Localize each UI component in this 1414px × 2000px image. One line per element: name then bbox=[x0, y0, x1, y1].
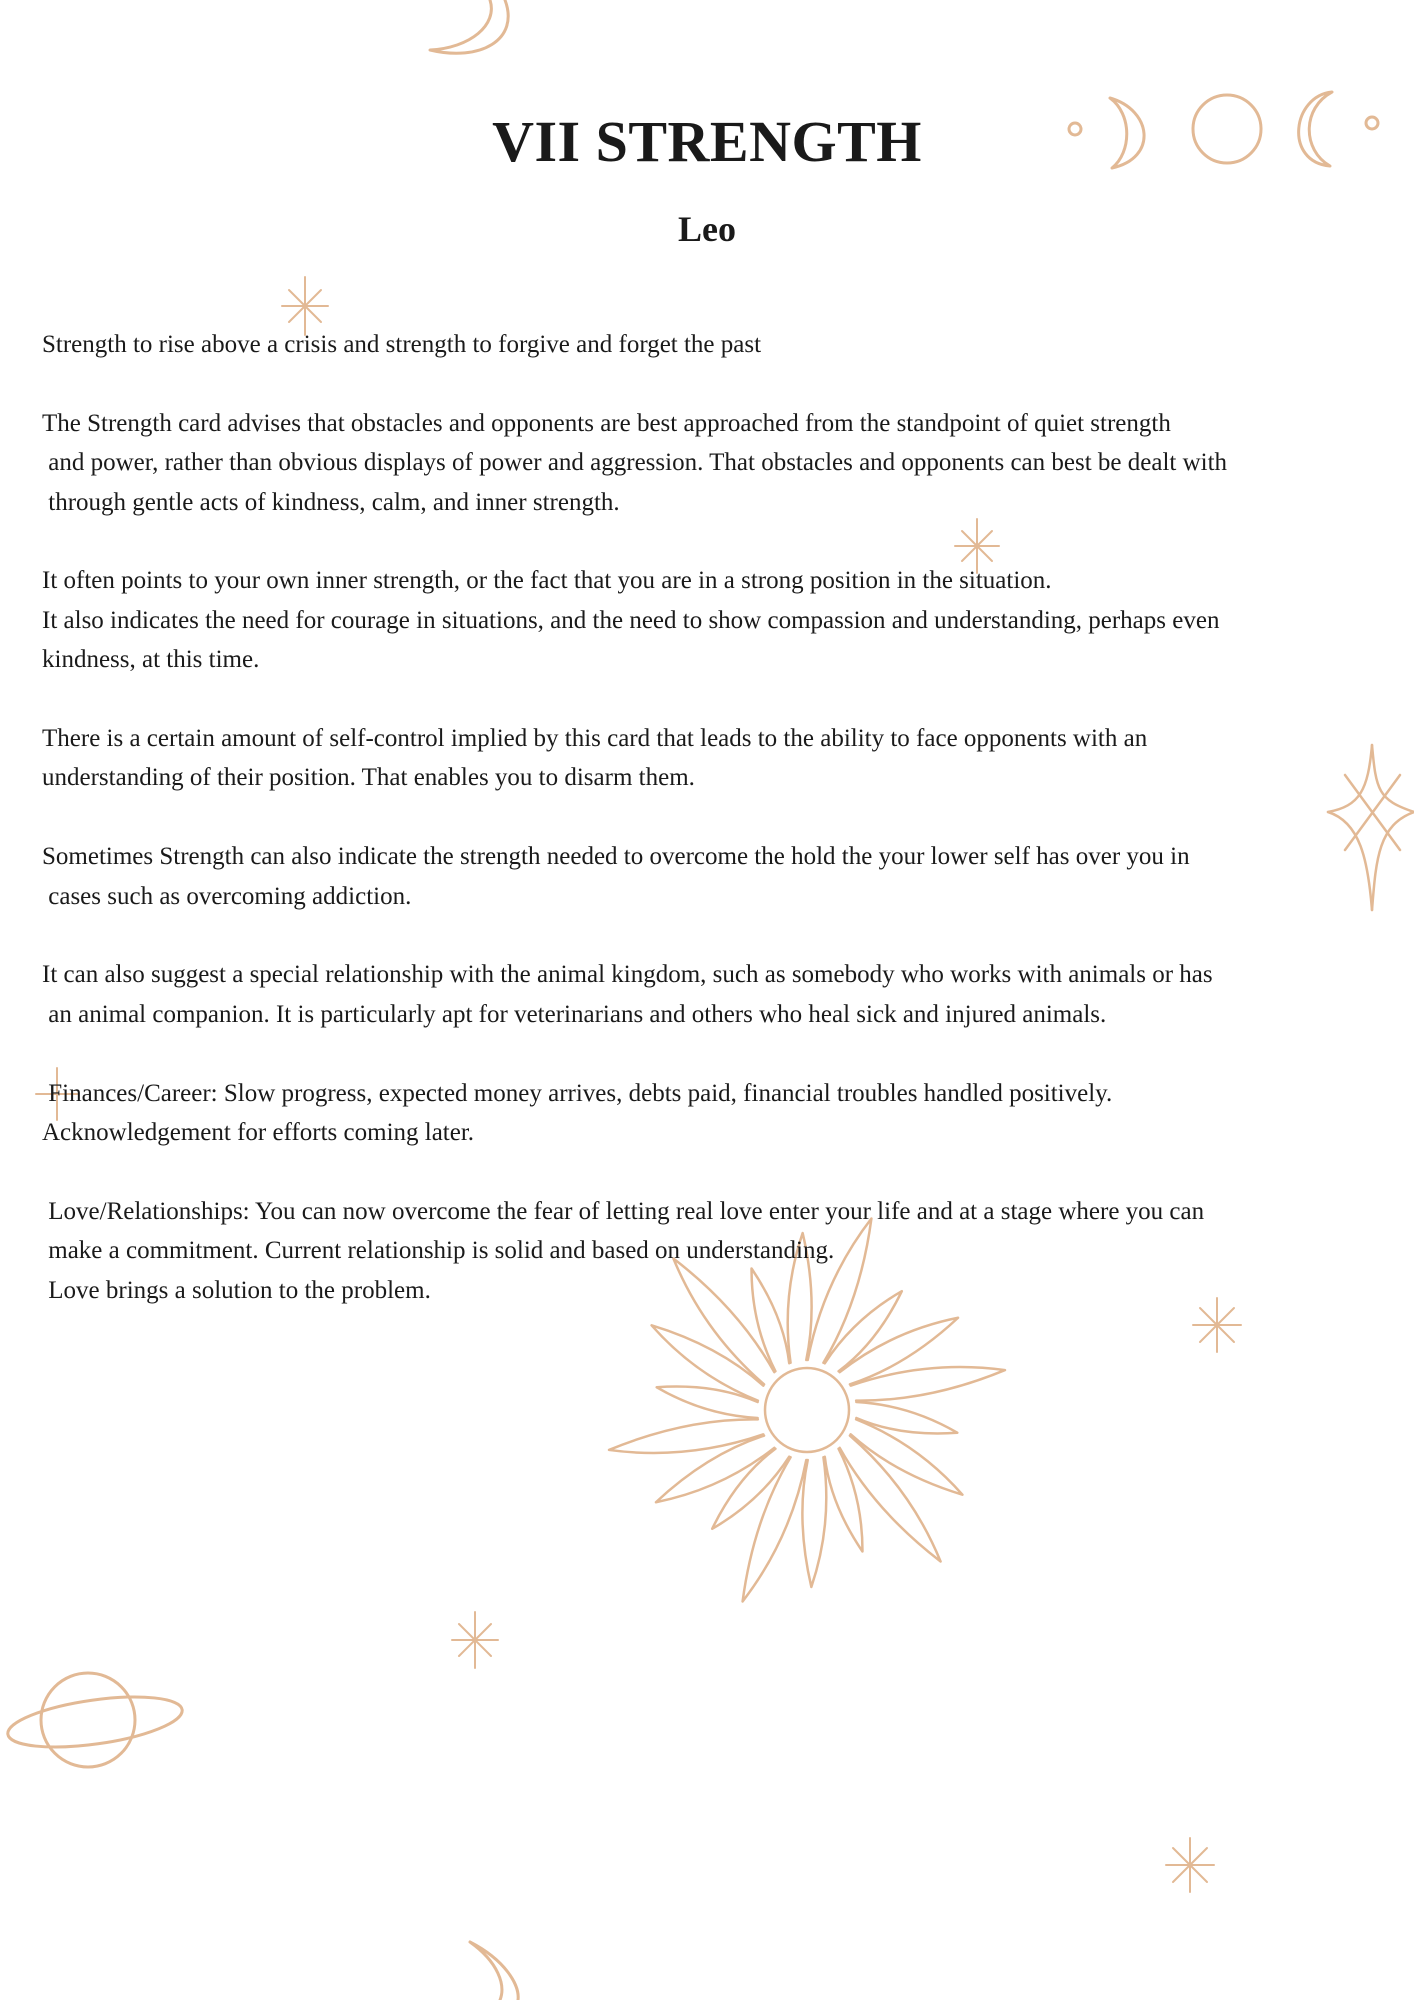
text-line: an animal companion. It is particularly apt for veterinarians and others who heal sick and injured animals. bbox=[42, 1000, 1107, 1028]
text-line: Finances/Career: Slow progress, expected money arrives, debts paid, financial troubles handled positively. bbox=[42, 1079, 1113, 1107]
text-line: It often points to your own inner strength, or the fact that you are in a strong position in the situation. bbox=[42, 567, 1052, 595]
sun-ray bbox=[712, 1449, 789, 1529]
text-line bbox=[42, 1152, 1372, 1191]
text-line bbox=[42, 1034, 1372, 1073]
sparkle-icon bbox=[452, 1612, 498, 1668]
text-line: There is a certain amount of self-control implied by this card that leads to the ability to face opponents with an bbox=[42, 725, 1148, 753]
sun-ray bbox=[856, 1402, 957, 1433]
sun-ray bbox=[743, 1457, 807, 1601]
text-line: kindness, at this time. bbox=[42, 646, 260, 674]
sun-ray bbox=[851, 1367, 1005, 1401]
crescent-moon-icon bbox=[470, 1942, 518, 2000]
text-line: Strength to rise above a crisis and strength to forgive and forget the past bbox=[42, 331, 762, 358]
text-line: understanding of their position. That enables you to disarm them. bbox=[42, 764, 695, 792]
sun-ray bbox=[802, 1457, 826, 1587]
text-line: Acknowledgement for efforts coming later. bbox=[42, 1119, 475, 1147]
text-line bbox=[42, 364, 1372, 403]
crescent-moon-icon bbox=[430, 0, 508, 53]
text-line: Love brings a solution to the problem. bbox=[42, 1276, 431, 1304]
sun-ray bbox=[840, 1436, 941, 1562]
text-line: and power, rather than obvious displays of power and aggression. That obstacles and opponents can best be dealt with bbox=[42, 449, 1228, 477]
page-subtitle: Leo bbox=[678, 209, 736, 249]
sun-ray bbox=[840, 1318, 958, 1385]
sun-ray bbox=[825, 1449, 863, 1552]
text-line bbox=[42, 916, 1372, 955]
text-line: The Strength card advises that obstacles and opponents are best approached from the standpoint of quiet strength bbox=[42, 409, 1171, 437]
planet-icon bbox=[5, 1673, 185, 1767]
text-line: make a commitment. Current relationship is solid and based on understanding. bbox=[42, 1237, 835, 1265]
text-line: It can also suggest a special relationship with the animal kingdom, such as somebody who works with animals or has bbox=[42, 961, 1213, 989]
text-line: through gentle acts of kindness, calm, and inner strength. bbox=[42, 488, 620, 516]
page-title: VII STRENGTH bbox=[492, 109, 922, 174]
text-line: cases such as overcoming addiction. bbox=[42, 882, 412, 910]
text-line bbox=[42, 798, 1372, 837]
document-body bbox=[42, 325, 1372, 1310]
text-line bbox=[42, 522, 1372, 561]
text-line bbox=[42, 680, 1372, 719]
sun-ray bbox=[656, 1436, 774, 1503]
text-line: It also indicates the need for courage in situations, and the need to show compassion and understanding, perhaps even bbox=[42, 606, 1220, 634]
text-line: Love/Relationships: You can now overcome the fear of letting real love enter your life and at a stage where you can bbox=[42, 1197, 1205, 1225]
sun-ray bbox=[609, 1419, 763, 1453]
sparkle-icon bbox=[1166, 1838, 1214, 1892]
text-line: Sometimes Strength can also indicate the strength needed to overcome the hold the your lower self has over you in bbox=[42, 843, 1190, 871]
sun-ray bbox=[657, 1387, 758, 1418]
